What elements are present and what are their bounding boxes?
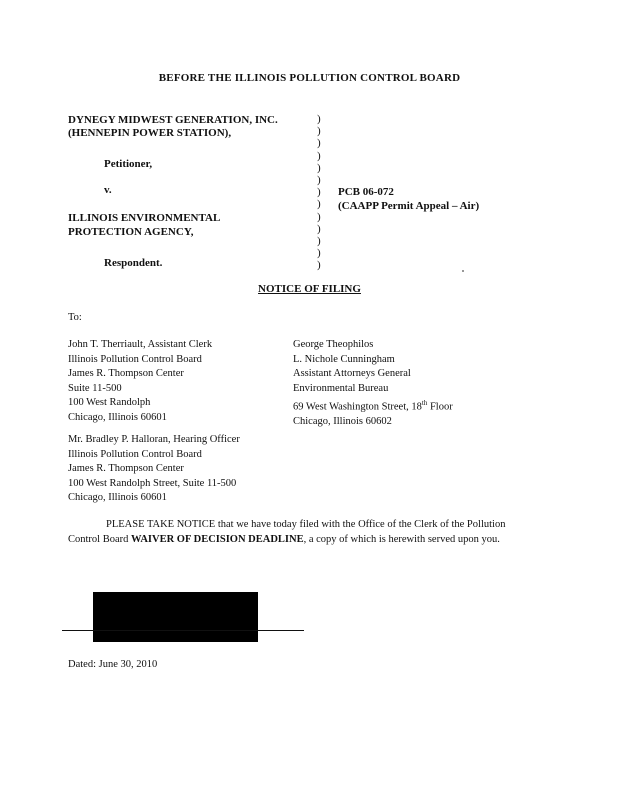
address-line: Chicago, Illinois 60601 [68, 492, 167, 503]
address-line [293, 396, 453, 415]
caption-paren: ) [317, 222, 321, 235]
caption-paren: ) [317, 259, 321, 272]
redacted-signature [93, 592, 258, 642]
respondent-name-line2: PROTECTION AGENCY, [68, 226, 194, 238]
address-line: Mr. Bradley P. Halloran, Hearing Officer [68, 434, 240, 445]
recipient-clerk-address [68, 338, 212, 425]
to-label: To: [68, 312, 82, 323]
address-line: L. Nichole Cunningham [293, 353, 395, 365]
caption-paren: ) [317, 210, 321, 223]
address-line: James R. Thompson Center [68, 368, 184, 379]
address-floor: Floor [427, 401, 453, 413]
dated-line: Dated: June 30, 2010 [68, 659, 158, 670]
caption-paren: ) [317, 125, 321, 138]
filed-document-title: WAIVER OF DECISION DEADLINE [131, 533, 304, 545]
body-text: , a copy of which is herewith served upon you. [303, 533, 500, 545]
recipient-hearing-officer-address [68, 433, 240, 506]
petitioner-name-line1: DYNEGY MIDWEST GENERATION, INC. [68, 114, 278, 126]
caption-paren: ) [317, 198, 321, 211]
caption-paren: ) [317, 161, 321, 174]
notice-title: NOTICE OF FILING [258, 283, 361, 295]
caption-paren: ) [317, 113, 321, 125]
address-line: Assistant Attorneys General [293, 368, 411, 379]
case-number: PCB 06-072 [338, 186, 394, 198]
case-type: (CAAPP Permit Appeal – Air) [338, 200, 480, 212]
respondent-name-line1: ILLINOIS ENVIRONMENTAL [68, 212, 221, 224]
petitioner-name-line2: (HENNEPIN POWER STATION), [68, 127, 232, 139]
address-line: Illinois Pollution Control Board [68, 448, 202, 460]
caption-paren: ) [317, 149, 321, 162]
address-line: Suite 11-500 [68, 382, 122, 394]
caption-paren: ) [317, 247, 321, 260]
address-line: George Theophilos [293, 339, 374, 350]
address-line: Environmental Bureau [293, 382, 389, 394]
address-line: James R. Thompson Center [68, 463, 184, 474]
address-street: 69 West Washington Street, 18 [293, 401, 422, 413]
address-line: Illinois Pollution Control Board [68, 353, 202, 365]
scan-speck [462, 270, 464, 272]
body-text: PLEASE TAKE NOTICE that we have today filed with the Office of the Clerk of the Pollution Control Board [68, 519, 506, 545]
petitioner-role: Petitioner, [104, 158, 153, 170]
caption-paren: ) [317, 137, 321, 150]
recipient-attorney-general-address [293, 338, 453, 430]
caption-paren: ) [317, 234, 321, 247]
notice-body-paragraph [68, 518, 538, 547]
address-line: Chicago, Illinois 60601 [68, 411, 167, 423]
address-line: John T. Therriault, Assistant Clerk [68, 339, 213, 350]
caption-paren: ) [317, 186, 321, 199]
signature-line [62, 630, 304, 631]
board-heading: BEFORE THE ILLINOIS POLLUTION CONTROL BOARD [158, 72, 461, 84]
versus-label: v. [104, 184, 112, 196]
respondent-role: Respondent. [104, 257, 163, 269]
caption-paren-column [317, 113, 325, 271]
address-line: 100 West Randolph Street, Suite 11-500 [68, 477, 237, 489]
caption-paren: ) [317, 173, 321, 186]
address-line: Chicago, Illinois 60602 [293, 416, 392, 427]
ordinal-suffix: th [421, 399, 428, 407]
address-line: 100 West Randolph [68, 397, 151, 408]
